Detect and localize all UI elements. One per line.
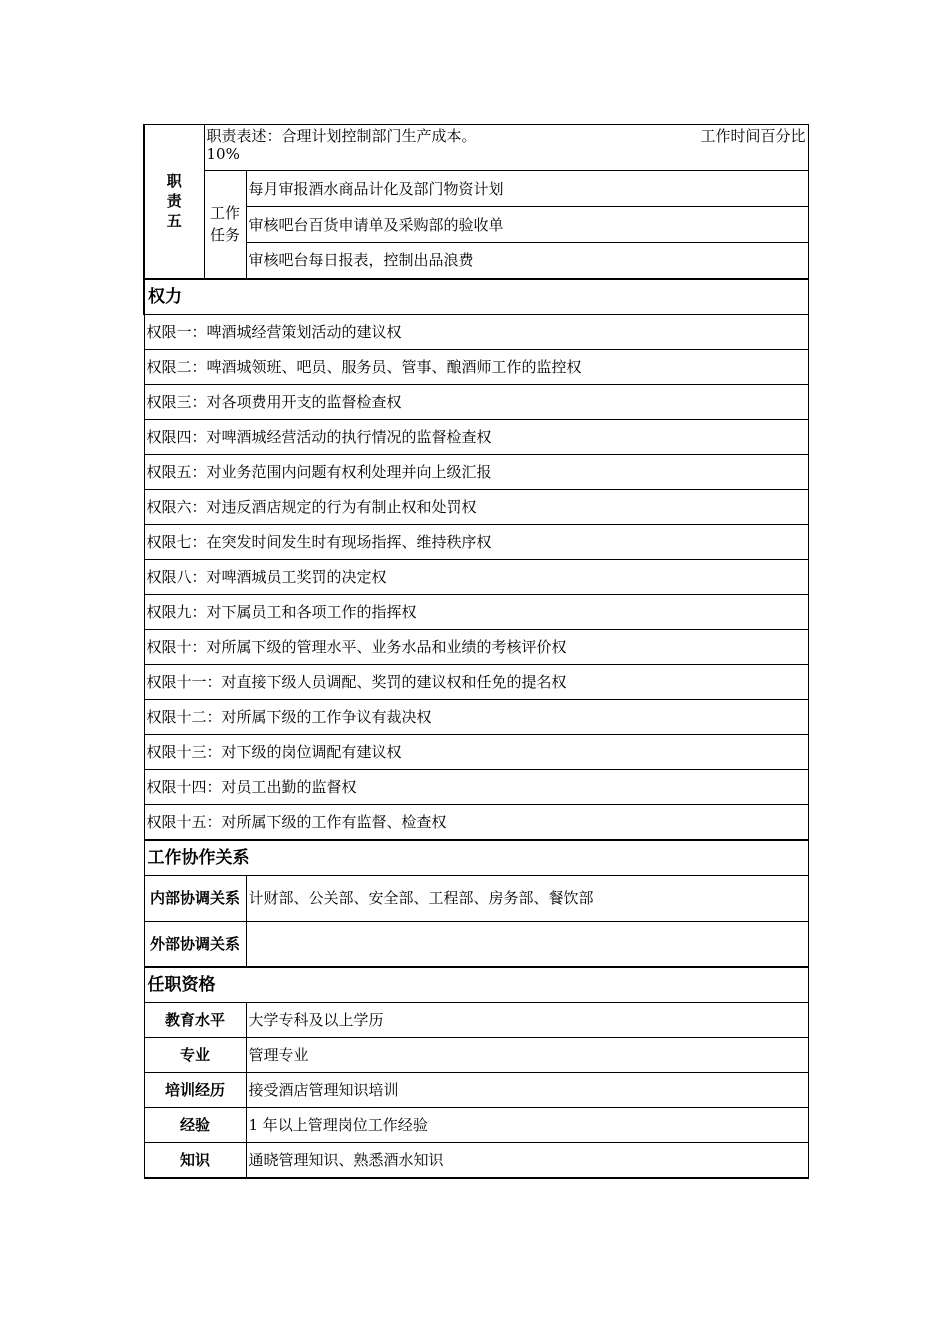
duty5-time-value: 10% (206, 145, 240, 163)
authority-item: 权限九：对下属员工和各项工作的指挥权 (144, 594, 808, 629)
internal-coop-label-text: 内部协调关系 (150, 889, 241, 907)
duty5-time-label: 工作时间百分比 (700, 127, 806, 145)
qualification-value: 大学专科及以上学历 (246, 1003, 808, 1038)
qualification-value: 管理专业 (246, 1038, 808, 1073)
job-description-page (143, 124, 807, 1179)
duty5-description: 职责表述：合理计划控制部门生产成本。 (206, 127, 477, 145)
duty5-label-text: 职责五 (166, 172, 182, 231)
duty5-task-3: 审核吧台每日报表，控制出品浪费 (246, 243, 808, 279)
authority-item: 权限七：在突发时间发生时有现场指挥、维持秩序权 (144, 524, 808, 559)
qualification-label: 专业 (144, 1038, 246, 1073)
duty5-description-cell (204, 125, 808, 171)
authority-item: 权限八：对啤酒城员工奖罚的决定权 (144, 559, 808, 594)
internal-coop-label (144, 875, 246, 921)
qualification-value: 接受酒店管理知识培训 (246, 1073, 808, 1108)
authority-item: 权限十五：对所属下级的工作有监督、检查权 (144, 804, 808, 840)
authority-item: 权限四：对啤酒城经营活动的执行情况的监督检查权 (144, 419, 808, 454)
authority-item: 权限五：对业务范围内问题有权利处理并向上级汇报 (144, 454, 808, 489)
qualification-value: 1 年以上管理岗位工作经验 (246, 1108, 808, 1143)
qualification-value: 通晓管理知识、熟悉酒水知识 (246, 1143, 808, 1179)
authority-item: 权限十三：对下级的岗位调配有建议权 (144, 734, 808, 769)
cooperation-title: 工作协作关系 (144, 840, 808, 876)
duty5-task-2: 审核吧台百货申请单及采购部的验收单 (246, 207, 808, 243)
qualification-label: 培训经历 (144, 1073, 246, 1108)
external-coop-value (246, 921, 808, 967)
authority-title: 权力 (144, 279, 808, 315)
authority-item: 权限十：对所属下级的管理水平、业务水品和业绩的考核评价权 (144, 629, 808, 664)
authority-item: 权限十二：对所属下级的工作争议有裁决权 (144, 699, 808, 734)
authority-item: 权限一：啤酒城经营策划活动的建议权 (144, 314, 808, 349)
external-coop-label-text: 外部协调关系 (150, 934, 241, 953)
authority-item: 权限三：对各项费用开支的监督检查权 (144, 384, 808, 419)
duty5-label (144, 125, 204, 279)
duty5-task-label (204, 171, 246, 279)
authority-item: 权限十四：对员工出勤的监督权 (144, 769, 808, 804)
internal-coop-value: 计财部、公关部、安全部、工程部、房务部、餐饮部 (246, 875, 808, 921)
job-description-table (143, 124, 809, 1179)
qualification-title: 任职资格 (144, 967, 808, 1003)
authority-item: 权限二：啤酒城领班、吧员、服务员、管事、酿酒师工作的监控权 (144, 349, 808, 384)
qualification-label: 经验 (144, 1108, 246, 1143)
authority-item: 权限十一：对直接下级人员调配、奖罚的建议权和任免的提名权 (144, 664, 808, 699)
external-coop-label (144, 921, 246, 967)
duty5-task-label-text: 工作任务 (210, 204, 241, 245)
qualification-label: 知识 (144, 1143, 246, 1179)
authority-item: 权限六：对违反酒店规定的行为有制止权和处罚权 (144, 489, 808, 524)
qualification-label: 教育水平 (144, 1003, 246, 1038)
duty5-task-1: 每月审报酒水商品计化及部门物资计划 (246, 171, 808, 207)
